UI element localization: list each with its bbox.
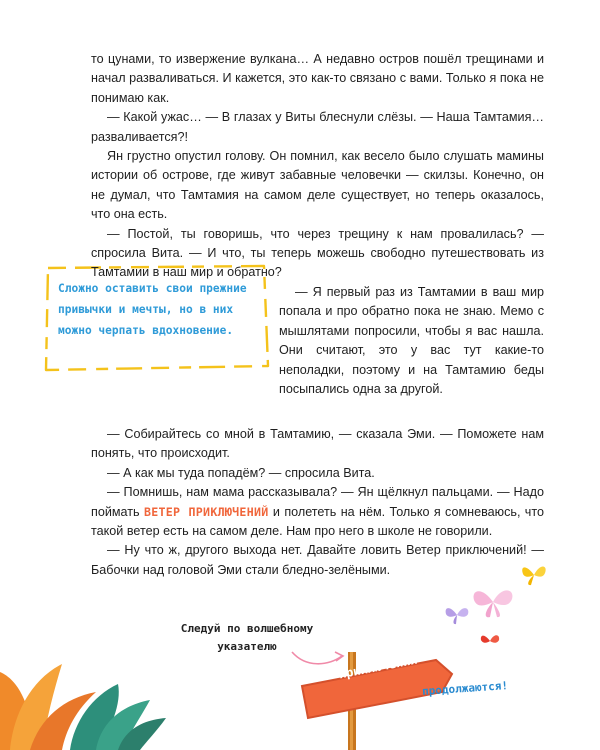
butterfly-icon	[520, 562, 548, 588]
butterfly-icon	[444, 604, 470, 626]
continue-text: продолжаются!	[421, 679, 509, 698]
paragraph: — Я первый раз из Тамтамии в ваш мир попала и про обратно пока не знаю. Мемо с мышлятами попросили, чтобы я вас нашла. Они считают, это у вас тут какие-то неполадки, поэтому и на Тамтамию беды посыпались одна за другой.	[279, 284, 544, 396]
highlight-term: ВЕТЕР ПРИКЛЮЧЕНИЙ	[143, 504, 269, 519]
butterfly-icon	[470, 584, 516, 622]
butterfly-icon	[480, 632, 500, 650]
paragraph: — Какой ужас… — В глазах у Виты блеснули слёзы. — Наша Тамтамия… разваливается?!	[91, 110, 544, 144]
sidebar-quote-text: Сложно оставить свои прежние привычки и мечты, но в них можно черпать вдохновение.	[58, 282, 247, 337]
paragraph: то цунами, то извержение вулкана… А недавно остров пошёл трещинами и начал разваливаться. И кажется, это как-то связано с вами. Только я пока не понимаю как.	[91, 52, 544, 105]
footer-hint: Следуй по волшебному указателю	[180, 622, 314, 653]
paragraph-part: — Помнишь, нам мама рассказывала? — Ян щёлкнул пальцами. — Надо поймать	[91, 485, 544, 519]
paragraph-part: и полететь на нём. Только я сомневаюсь, что такой ветер есть на самом деле. Нам про него в школе не говорили.	[91, 504, 544, 538]
paragraph: — Ну что ж, другого выхода нет. Давайте ловить Ветер приключений! — Бабочки над головой Эми стали бледно-зелёными.	[91, 543, 544, 577]
paragraph: — Собирайтесь со мной в Тамтамию, — сказала Эми. — Поможете нам понять, что происходит.	[91, 426, 544, 461]
paragraph: — А как мы туда попадём? — спросила Вита.	[107, 465, 375, 480]
story-text	[91, 50, 544, 580]
paragraph: — Постой, ты говоришь, что через трещину к нам провалилась? — спросила Вита. — И что, ты теперь можешь свободно путешествовать из Тамтамии в наш мир и обратно?	[91, 226, 544, 280]
paragraph: Ян грустно опустил голову. Он помнил, как весело было слушать мамины истории об острове, где живут забавные человечки — скилзы. Конечно, он не думал, что Тамтамия на самом деле существует, но теперь оказалось, что она есть.	[91, 149, 544, 222]
signpost-label: Приключения	[337, 652, 419, 682]
sidebox-spacer	[91, 283, 279, 425]
paragraph	[91, 483, 544, 541]
palm-leaves-icon	[0, 662, 170, 750]
